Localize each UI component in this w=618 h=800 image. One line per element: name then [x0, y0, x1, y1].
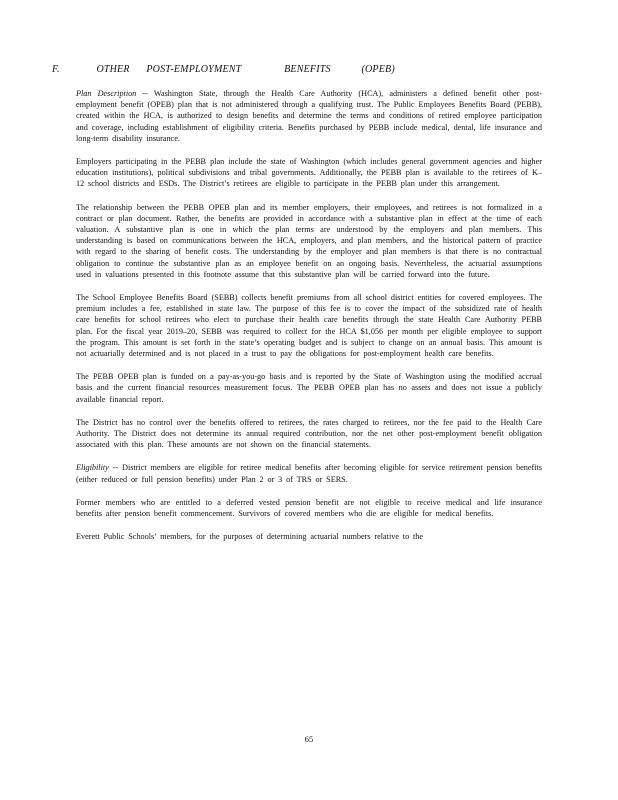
paragraph-text: Everett Public Schools’ members, for the purposes of determining actuarial numbers relative to the — [76, 532, 424, 542]
paragraph-text: Employers participating in the PEBB plan include the state of Washington (which includes general government agencies and higher education institutions), political subdivisions and tribal governments. Additionally, the PEBB plan is available to the retirees of K–12 school districts and ESDs. The District’s retirees are eligible to participate in the PEBB plan under this arrangement. — [76, 157, 542, 189]
paragraph-text: The School Employee Benefits Board (SEBB) collects benefit premiums from all school district entities for covered employees. The premium includes a fee, established in state law. The purpose of this fee is to cover the impact of the subsidized rate of health care benefits for school retirees who elect to purchase their health care benefits through the state Health Care Authority PEBB plan. For the fiscal year 2019–20, SEBB was required to collect for the HCA $1,056 per month per eligible employee to support the program. This amount is set forth in the state’s operating budget and is subject to change on an annual basis. This amount is not actuarially determined and is not placed in a trust to pay the obligations for post-employment health care benefits. — [76, 293, 542, 359]
section-word-3: BENEFITS — [284, 64, 331, 75]
paragraph-relationship — [76, 202, 542, 280]
paragraph-employers — [76, 156, 542, 190]
paragraph-text: -- District members are eligible for retiree medical benefits after becoming eligible for service retirement pension benefits (either reduced or full pension benefits) under Plan 2 or 3 of TRS or SERS. — [76, 463, 542, 484]
section-word-2: POST-EMPLOYMENT — [146, 64, 242, 75]
paragraph-eligibility — [76, 462, 542, 484]
page-number: 65 — [304, 734, 314, 744]
paragraph-text: -- Washington State, through the Health Care Authority (HCA), administers a defined benefit other post-employment benefit (OPEB) plan that is not administered through a qualifying trust. The Public Employees Benefits Board (PEBB), created within the HCA, is authorized to design benefits and determine the terms and conditions of retired employee participation and coverage, including establishment of eligibility criteria. Benefits purchased by PEBB include medical, dental, life insurance and long-term disability insurance. — [76, 89, 542, 143]
section-letter: F. — [52, 64, 60, 75]
paragraph-text: The District has no control over the benefits offered to retirees, the rates charged to retirees, nor the fee paid to the Health Care Authority. The District does not determine its annual required contribution, nor the net other post-employment benefit obligation associated with this plan. These amounts are not shown on the financial statements. — [76, 417, 542, 450]
paragraph-district-control — [76, 417, 542, 451]
paragraph-lead: Plan Description — [76, 89, 137, 98]
paragraph-funding — [76, 371, 542, 405]
paragraph-lead: Eligibility — [76, 463, 109, 473]
paragraph-former-members — [76, 497, 542, 519]
paragraph-sebb — [76, 292, 542, 359]
paragraph-text: The relationship between the PEBB OPEB plan and its member employers, their employees, and retirees is not formalized in a contract or plan document. Rather, the benefits are provided in accordance with a substantive plan in effect at the time of each valuation. A substantive plan is one in which the plan terms are understood by the employers and plan members. This understanding is based on communications between the HCA, employers, and plan members, and the historical pattern of practice with regard to the sharing of benefit costs. The understanding by the employer and plan members is that there is no contractual obligation to continue the substantive plan as an employee benefit on an ongoing basis. Nevertheless, the actuarial assumptions used in valuations presented in this footnote assume that this substantive plan will be carried forward into the future. — [76, 202, 542, 279]
section-word-4: (OPEB) — [361, 64, 395, 75]
paragraph-text: The PEBB OPEB plan is funded on a pay-as-you-go basis and is reported by the State of Washington using the modified accrual basis and the current financial resources measurement focus. The PEBB OPEB plan has no assets and does not issue a publicly available financial report. — [76, 372, 542, 404]
section-word-1: OTHER — [96, 64, 130, 75]
document-body — [76, 88, 542, 555]
paragraph-text: Former members who are entitled to a deferred vested pension benefit are not eligible to receive medical and life insurance benefits after pension benefit commencement. Survivors of covered members who die are eligible for medical benefits. — [76, 497, 542, 519]
paragraph-plan-description — [76, 88, 542, 144]
paragraph-everett — [76, 531, 542, 542]
section-heading — [52, 64, 409, 75]
